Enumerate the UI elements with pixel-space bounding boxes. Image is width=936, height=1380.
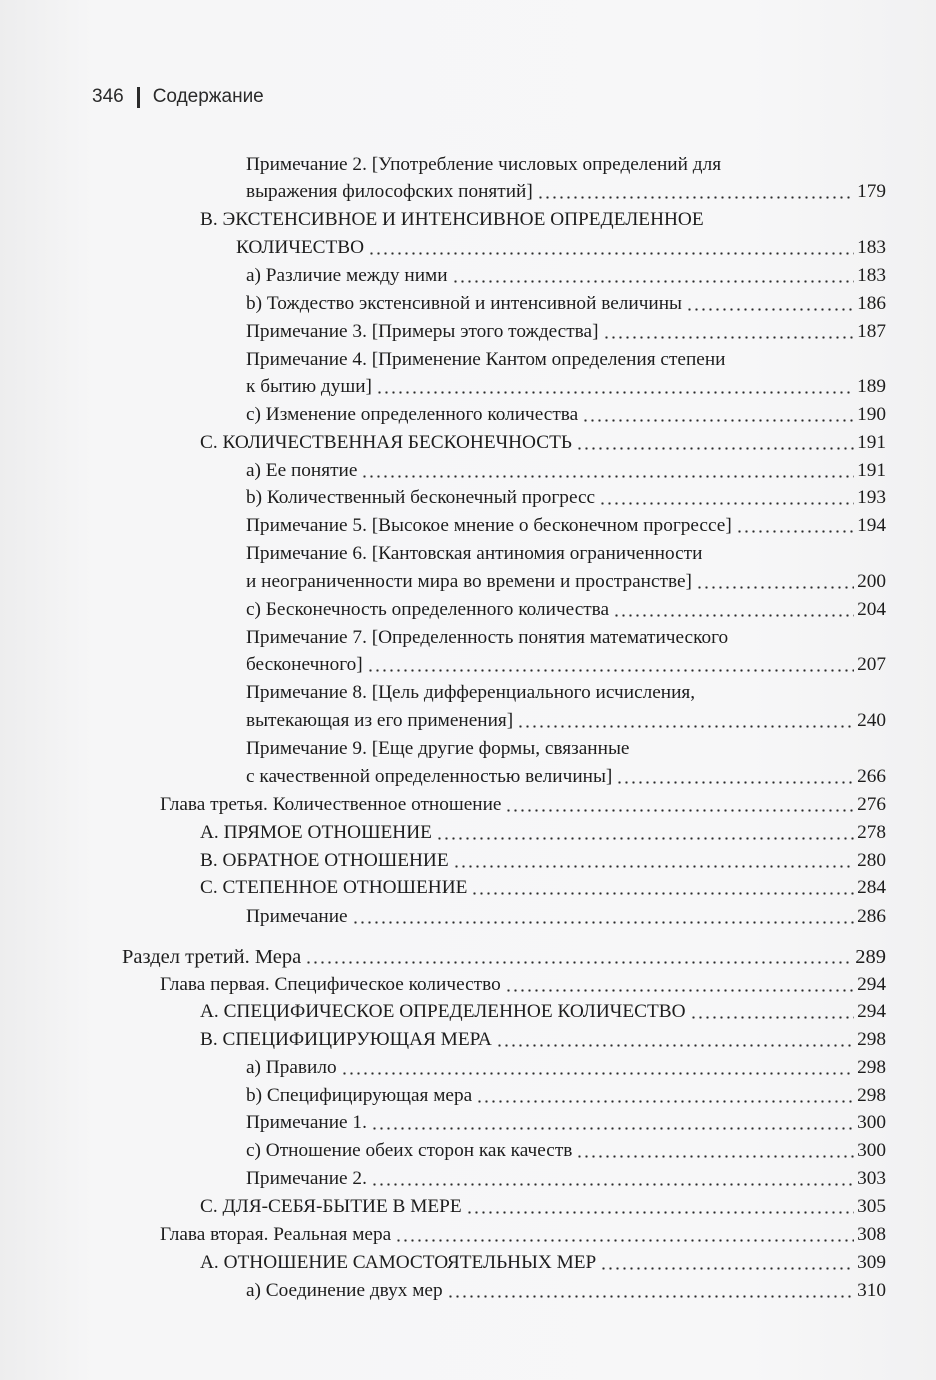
toc-entry-page: 183 xyxy=(857,237,886,258)
toc-entry-title: Примечание 9. [Еще другие формы, связанные xyxy=(246,738,630,759)
toc-entry xyxy=(246,152,886,178)
toc-entry-page: 193 xyxy=(857,487,886,508)
toc-entry-title: С. ДЛЯ-СЕБЯ-БЫТИЕ В МЕРЕ xyxy=(200,1196,462,1217)
toc-entry xyxy=(246,904,886,930)
toc-entry xyxy=(246,347,886,373)
toc-entry-page: 187 xyxy=(857,321,886,342)
toc-entry-page: 191 xyxy=(857,460,886,481)
toc-entry-title: c) Отношение обеих сторон как качеств xyxy=(246,1140,573,1161)
dot-leader xyxy=(453,865,854,868)
toc-entry-title: к бытию души] xyxy=(246,376,372,397)
running-title: Содержание xyxy=(152,86,264,107)
toc-entry-page: 310 xyxy=(857,1280,886,1301)
toc-entry-title: С. КОЛИЧЕСТВЕННАЯ БЕСКОНЕЧНОСТЬ xyxy=(200,432,572,453)
toc-entry xyxy=(246,680,886,706)
dot-leader xyxy=(371,1183,854,1186)
toc-entry-page: 305 xyxy=(857,1196,886,1217)
toc-entry-page: 186 xyxy=(857,293,886,314)
dot-leader xyxy=(376,391,854,394)
toc-entry xyxy=(246,597,886,623)
toc-entry-page: 276 xyxy=(857,794,886,815)
toc-entry-title: с качественной определенностью величины] xyxy=(246,766,613,787)
dot-leader xyxy=(471,892,854,895)
dot-leader xyxy=(368,252,854,255)
toc-entry-title: В. ЭКСТЕНСИВНОЕ И ИНТЕНСИВНОЕ ОПРЕДЕЛЕННОЕ xyxy=(200,209,704,230)
toc-entry-page: 298 xyxy=(857,1085,886,1106)
header-separator xyxy=(137,87,140,108)
toc-entry-title: Примечание 7. [Определенность понятия математического xyxy=(246,627,729,648)
dot-leader xyxy=(452,280,855,283)
dot-leader xyxy=(371,1127,854,1130)
dot-leader xyxy=(496,1044,854,1047)
toc-entry-page: 280 xyxy=(857,850,886,871)
dot-leader xyxy=(576,447,854,450)
toc-entry-page: 300 xyxy=(857,1140,886,1161)
dot-leader xyxy=(690,1016,855,1019)
toc-entry xyxy=(246,1055,886,1081)
dot-leader xyxy=(505,809,854,812)
toc-entry xyxy=(200,207,886,233)
toc-entry xyxy=(246,263,886,289)
toc-entry-title: А. ПРЯМОЕ ОТНОШЕНИЕ xyxy=(200,822,432,843)
toc-entry-page: 179 xyxy=(857,181,886,202)
toc-entry-page: 190 xyxy=(857,404,886,425)
toc-entry-page: 240 xyxy=(857,710,886,731)
dot-leader xyxy=(613,614,854,617)
toc-entry xyxy=(246,1110,886,1136)
toc-entry xyxy=(246,1083,886,1109)
dot-leader xyxy=(600,1267,854,1270)
toc-entry-title: a) Различие между ними xyxy=(246,265,448,286)
toc-entry-title: вытекающая из его применения] xyxy=(246,710,514,731)
toc-entry xyxy=(246,374,886,400)
toc-entry xyxy=(236,235,886,261)
dot-leader xyxy=(517,725,854,728)
toc-entry-title: c) Бесконечность определенного количества xyxy=(246,599,610,620)
toc-entry xyxy=(246,1138,886,1164)
dot-leader xyxy=(576,1155,854,1158)
toc-entry xyxy=(122,944,886,970)
toc-entry-title: b) Количественный бесконечный прогресс xyxy=(246,487,596,508)
toc-entry-page: 200 xyxy=(857,571,886,592)
toc-entry xyxy=(246,1166,886,1192)
toc-entry-title: А. СПЕЦИФИЧЕСКОЕ ОПРЕДЕЛЕННОЕ КОЛИЧЕСТВО xyxy=(200,1001,686,1022)
toc-entry-page: 286 xyxy=(857,906,886,927)
toc-entry-page: 289 xyxy=(855,946,886,968)
toc-entry-title: Глава вторая. Реальная мера xyxy=(160,1224,392,1245)
toc-entry-page: 300 xyxy=(857,1112,886,1133)
toc-entry xyxy=(160,1222,886,1248)
toc-entry-title: Примечание 2. [Употребление числовых определений для xyxy=(246,154,722,175)
toc-entry-page: 207 xyxy=(857,654,886,675)
dot-leader xyxy=(447,1295,854,1298)
dot-leader xyxy=(537,196,854,199)
toc-entry-page: 308 xyxy=(857,1224,886,1245)
toc-entry xyxy=(200,1194,886,1220)
toc-entry xyxy=(160,792,886,818)
toc-entry-title: В. СПЕЦИФИЦИРУЮЩАЯ МЕРА xyxy=(200,1029,492,1050)
toc-entry-page: 298 xyxy=(857,1029,886,1050)
toc-entry xyxy=(246,179,886,205)
dot-leader xyxy=(436,837,854,840)
toc-entry xyxy=(246,319,886,345)
dot-leader xyxy=(603,336,855,339)
toc-entry-title: Примечание 2. xyxy=(246,1168,367,1189)
dot-leader xyxy=(696,586,854,589)
toc-entry-page: 303 xyxy=(857,1168,886,1189)
toc-entry xyxy=(200,430,886,456)
toc-entry xyxy=(246,1278,886,1304)
toc-entry xyxy=(200,820,886,846)
toc-entry xyxy=(246,764,886,790)
toc-entry-page: 309 xyxy=(857,1252,886,1273)
toc-entry-title: и неограниченности мира во времени и пространстве] xyxy=(246,571,692,592)
toc-entry-page: 266 xyxy=(857,766,886,787)
dot-leader xyxy=(395,1239,854,1242)
toc-entry-page: 189 xyxy=(857,376,886,397)
toc-entry-title: Примечание 4. [Применение Кантом определения степени xyxy=(246,349,726,370)
page-number: 346 xyxy=(92,86,124,107)
toc-entry-page: 204 xyxy=(857,599,886,620)
toc-entry-page: 284 xyxy=(857,877,886,898)
toc-entry-title: Глава первая. Специфическое количество xyxy=(160,974,501,995)
toc-entry-page: 278 xyxy=(857,822,886,843)
toc-entry xyxy=(200,848,886,874)
toc-entry-page: 191 xyxy=(857,432,886,453)
dot-leader xyxy=(352,921,854,924)
toc-entry-page: 194 xyxy=(857,515,886,536)
toc-entry xyxy=(246,458,886,484)
toc-entry xyxy=(246,652,886,678)
toc-entry-title: a) Соединение двух мер xyxy=(246,1280,443,1301)
dot-leader xyxy=(367,669,854,672)
toc-entry xyxy=(200,1027,886,1053)
toc-entry xyxy=(200,999,886,1025)
toc-entry-page: 294 xyxy=(857,1001,886,1022)
dot-leader xyxy=(466,1211,854,1214)
toc-entry xyxy=(246,541,886,567)
dot-leader xyxy=(505,989,854,992)
toc-entry-title: КОЛИЧЕСТВО xyxy=(236,237,365,258)
toc-entry-page: 298 xyxy=(857,1057,886,1078)
toc-entry xyxy=(200,1250,886,1276)
toc-entry-title: Примечание 6. [Кантовская антиномия ограниченности xyxy=(246,543,703,564)
toc-entry-title: Примечание xyxy=(246,906,348,927)
toc-entry xyxy=(246,402,886,428)
toc-entry xyxy=(160,972,886,998)
toc-entry xyxy=(246,513,886,539)
dot-leader xyxy=(686,308,854,311)
toc-entry-title: Примечание 1. xyxy=(246,1112,367,1133)
toc-entry-title: b) Специфицирующая мера xyxy=(246,1085,473,1106)
toc-entry xyxy=(200,875,886,901)
toc-entry xyxy=(246,291,886,317)
dot-leader xyxy=(736,530,854,533)
page-header xyxy=(92,86,264,108)
toc-entry xyxy=(246,625,886,651)
toc-entry-title: Глава третья. Количественное отношение xyxy=(160,794,502,815)
dot-leader xyxy=(616,781,854,784)
toc-entry-title: бесконечного] xyxy=(246,654,363,675)
toc-entry-title: b) Тождество экстенсивной и интенсивной величины xyxy=(246,293,682,314)
toc-entry-title: a) Правило xyxy=(246,1057,337,1078)
dot-leader xyxy=(361,475,854,478)
toc-entry-title: В. ОБРАТНОЕ ОТНОШЕНИЕ xyxy=(200,850,449,871)
toc-entry-title: выражения философских понятий] xyxy=(246,181,533,202)
toc-entry-page: 294 xyxy=(857,974,886,995)
toc-entry-page: 183 xyxy=(857,265,886,286)
dot-leader xyxy=(582,419,854,422)
toc-entry-title: Раздел третий. Мера xyxy=(122,946,302,968)
toc-entry-title: c) Изменение определенного количества xyxy=(246,404,579,425)
toc-entry xyxy=(246,485,886,511)
toc-entry xyxy=(246,708,886,734)
dot-leader xyxy=(476,1100,854,1103)
toc-entry xyxy=(246,569,886,595)
toc-entry-title: Примечание 5. [Высокое мнение о бесконечном прогрессе] xyxy=(246,515,732,536)
toc-entry xyxy=(246,736,886,762)
dot-leader xyxy=(341,1072,854,1075)
dot-leader xyxy=(305,961,852,964)
toc-entry-title: Примечание 8. [Цель дифференциального исчисления, xyxy=(246,682,696,703)
toc-entry-title: С. СТЕПЕННОЕ ОТНОШЕНИЕ xyxy=(200,877,468,898)
toc-entry-title: Примечание 3. [Примеры этого тождества] xyxy=(246,321,599,342)
dot-leader xyxy=(599,502,854,505)
toc-entry-title: a) Ее понятие xyxy=(246,460,358,481)
toc-entry-title: А. ОТНОШЕНИЕ САМОСТОЯТЕЛЬНЫХ МЕР xyxy=(200,1252,597,1273)
